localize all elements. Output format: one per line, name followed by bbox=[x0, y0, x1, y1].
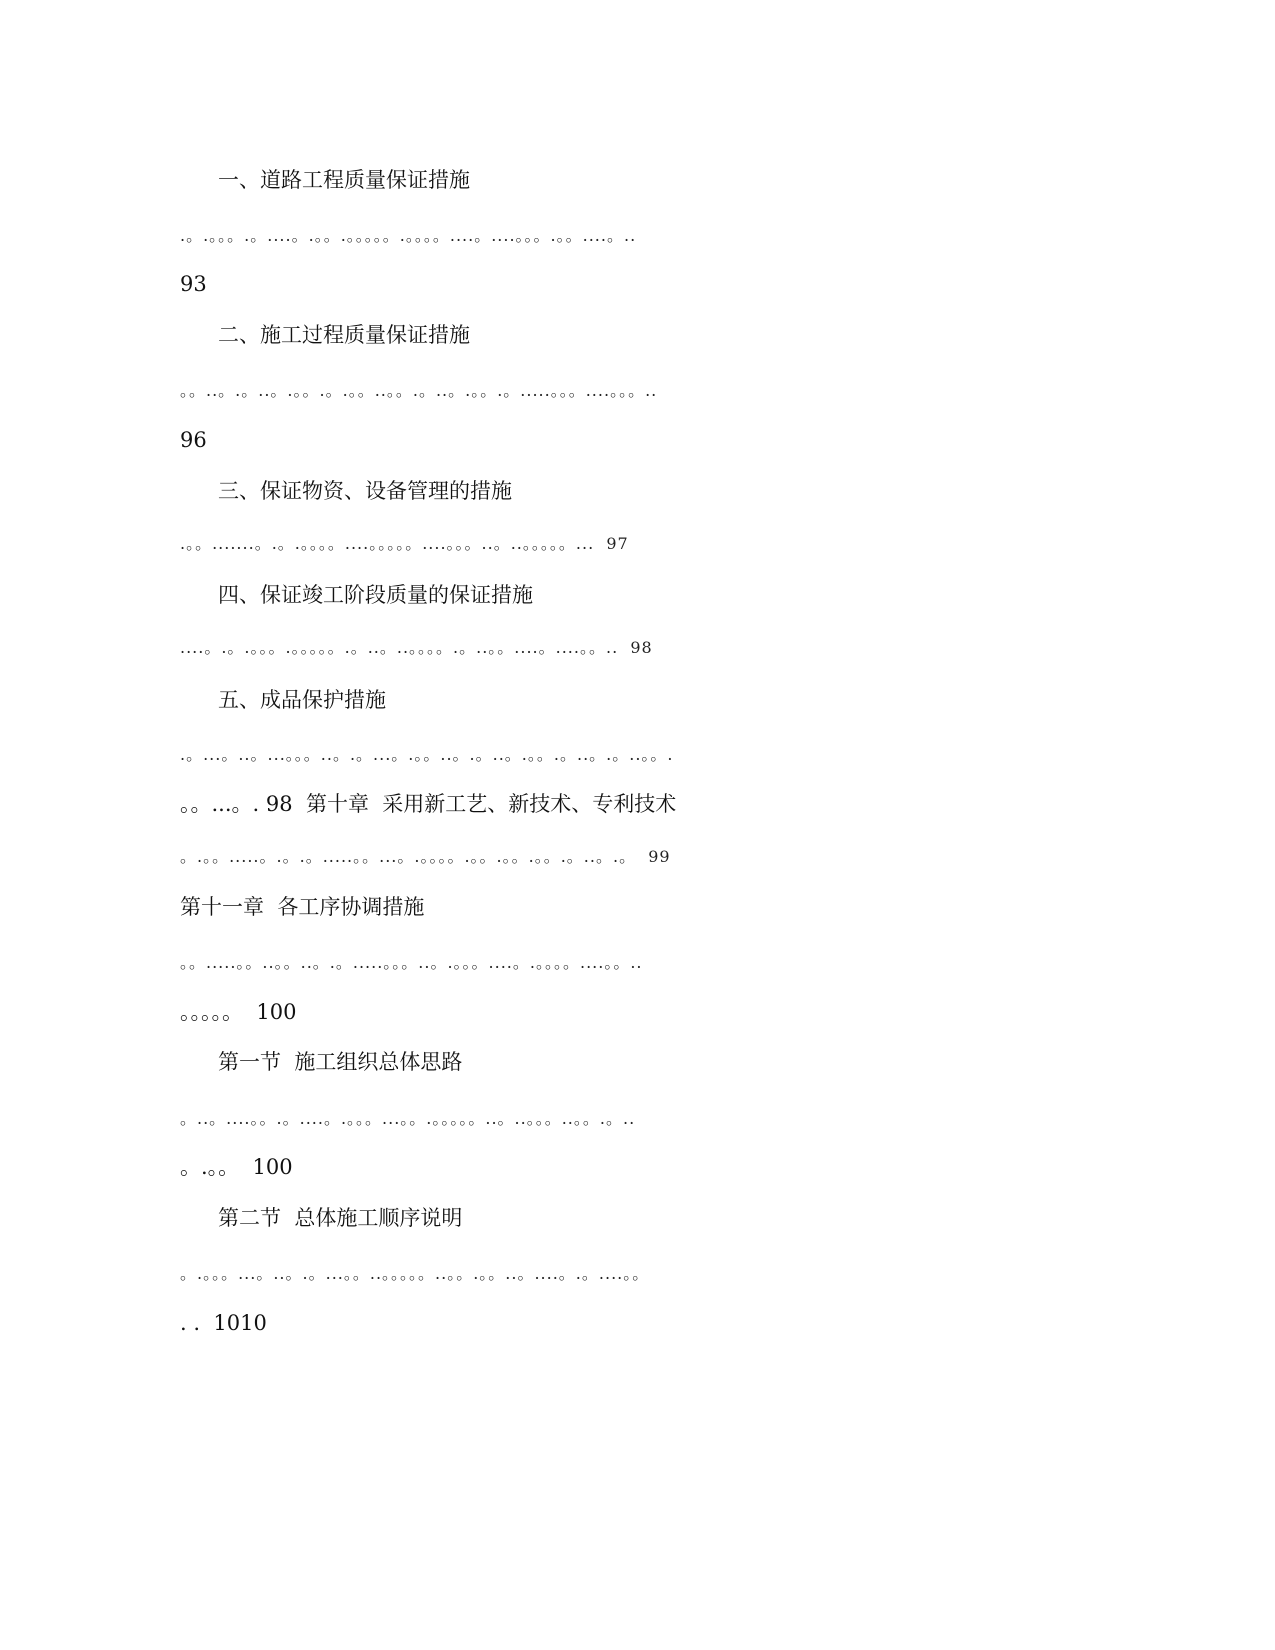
toc-leader-dots-with-page: .。。.......。.。.。。。。....。。。。。....。。。..。..。。。。。... 97 bbox=[180, 534, 629, 553]
toc-entry-construction-quality: 二、施工过程质量保证措施 bbox=[218, 323, 470, 347]
toc-leader-dots-with-page: ....。.。.。。。.。。。。。.。..。..。。。。.。..。。....。....。。.. 98 bbox=[180, 638, 653, 657]
toc-leader-dots: 。.。。。...。..。.。...。。..。。。。。..。。.。。..。....。.。....。。 bbox=[180, 1264, 650, 1283]
toc-leader-dots: .。...。..。...。。。..。.。...。.。。..。.。..。.。。.。..。.。..。。. bbox=[180, 745, 674, 764]
toc-page-number: . . 1010 bbox=[180, 1311, 267, 1335]
toc-entry-section-two: 第二节 总体施工顺序说明 bbox=[218, 1206, 463, 1230]
toc-page-number: 。.。。 100 bbox=[180, 1155, 293, 1179]
toc-leader-dots: 。..。....。。.。....。.。。。...。。.。。。。。..。..。。。..。。.。.. bbox=[180, 1109, 636, 1128]
toc-leader-dots: 。。..。.。..。.。。.。.。。..。。.。..。.。。.。.....。。。....。。。.. bbox=[180, 381, 658, 400]
toc-entry-road-quality: 一、道路工程质量保证措施 bbox=[218, 168, 470, 192]
toc-entry-chapter-eleven: 第十一章 各工序协调措施 bbox=[180, 895, 425, 919]
toc-entry-chapter-ten: 。。...。. 98 第十章 采用新工艺、新技术、专利技术 bbox=[180, 792, 677, 816]
toc-entry-completion-quality: 四、保证竣工阶段质量的保证措施 bbox=[218, 583, 533, 607]
toc-page-number: 96 bbox=[180, 428, 207, 452]
toc-leader-dots: 。。.....。。..。。..。.。.....。。。..。.。。。....。.。。。。....。。.. bbox=[180, 953, 643, 972]
toc-leader-dots-with-page: 。.。。.....。.。.。.....。。...。.。。。。.。。.。。.。。.。..。.。 99 bbox=[180, 847, 671, 866]
toc-entry-product-protection: 五、成品保护措施 bbox=[218, 688, 386, 712]
toc-page-number: 。。。。。 100 bbox=[180, 1000, 297, 1024]
toc-leader-dots: .。.。。。.。....。.。。.。。。。。.。。。。....。....。。。.。。....。.. bbox=[180, 226, 637, 245]
toc-entry-materials-equipment: 三、保证物资、设备管理的措施 bbox=[218, 479, 512, 503]
toc-page-number: 93 bbox=[180, 272, 207, 296]
toc-entry-section-one: 第一节 施工组织总体思路 bbox=[218, 1050, 463, 1074]
